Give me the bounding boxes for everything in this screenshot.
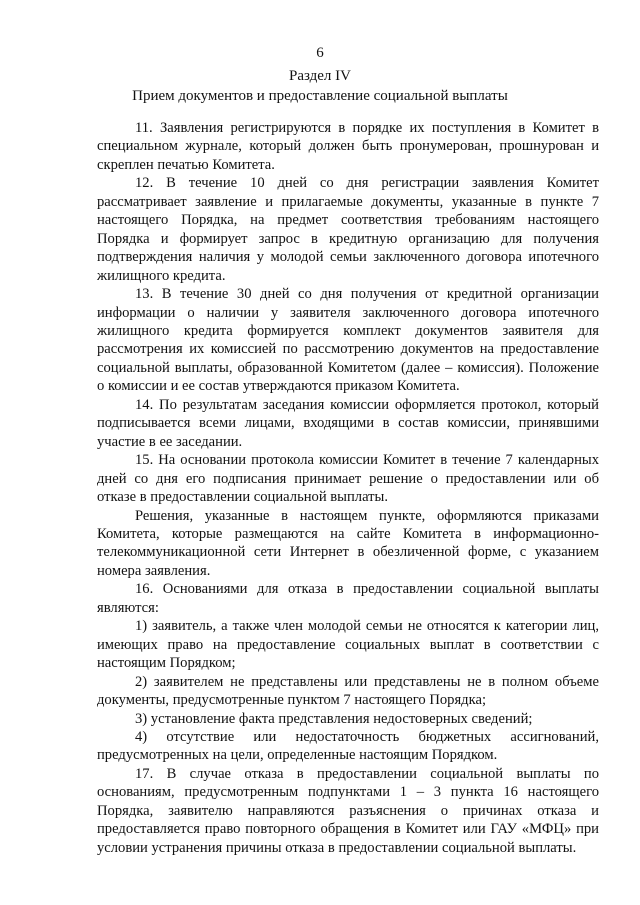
paragraph-15-decisions: Решения, указанные в настоящем пункте, оформляются приказами Комитета, которые размещаются на сайте Комитета в информационно-телекоммуникационной сети Интернет в обезличенной форме, с указанием номера заявления. bbox=[97, 507, 599, 579]
paragraph-16-item-3: 3) установление факта представления недостоверных сведений; bbox=[135, 710, 533, 727]
paragraph-13: 13. В течение 30 дней со дня получения от кредитной организации информации о наличии у заявителя заключенного договора ипотечного жилищного кредита формируется комплект документов заявителя для рассмотрения их комиссией по рассмотрению документов на предоставление социальной выплаты, образованной Комитетом (далее – комиссия). Положение о комиссии и ее состав утверждаются приказом Комитета. bbox=[97, 286, 599, 395]
page-number: 6 bbox=[316, 45, 324, 61]
paragraph-11: 11. Заявления регистрируются в порядке их поступления в Комитет в специальном журнале, который должен быть пронумерован, прошнурован и скреплен печатью Комитета. bbox=[97, 120, 599, 173]
paragraph-16: 16. Основаниями для отказа в предоставлении социальной выплаты являются: bbox=[97, 581, 599, 616]
paragraph-16-item-4: 4) отсутствие или недостаточность бюджетных ассигнований, предусмотренных на цели, определенные настоящим Порядком. bbox=[97, 728, 599, 764]
paragraph-14: 14. По результатам заседания комиссии оформляется протокол, который подписывается всеми лицами, входящими в состав комиссии, принявшими участие в ее заседании. bbox=[97, 396, 599, 450]
paragraph-17: 17. В случае отказа в предоставлении социальной выплаты по основаниям, предусмотренным подпунктами 1 – 3 пункта 16 настоящего Порядка, заявителю направляются разъяснения о причинах отказа и предоставляется право повторного обращения в Комитет или ГАУ «МФЦ» при условии устранения причины отказа в предоставлении социальной выплаты. bbox=[97, 765, 599, 856]
paragraph-16-item-1: 1) заявитель, а также член молодой семьи не относятся к категории лиц, имеющих право на предоставление социальных выплат в соответствии с настоящим Порядком; bbox=[97, 618, 599, 672]
document-body bbox=[97, 119, 599, 857]
section-title: Раздел IV bbox=[288, 68, 351, 84]
paragraph-12: 12. В течение 10 дней со дня регистрации заявления Комитет рассматривает заявление и прилагаемые документы, указанные в пункте 7 настоящего Порядка, на предмет соответствия требованиям настоящего Порядка и формирует запрос в кредитную организацию для получения подтверждения наличия у молодой семьи заключенного договора ипотечного жилищного кредита. bbox=[97, 175, 599, 284]
paragraph-16-item-2: 2) заявителем не представлены или представлены не в полном объеме документы, предусмотренные пунктом 7 настоящего Порядка; bbox=[97, 673, 599, 709]
paragraph-15: 15. На основании протокола комиссии Комитет в течение 7 календарных дней со дня его подписания принимает решение о предоставлении или об отказе в предоставлении социальной выплаты. bbox=[97, 452, 599, 506]
section-subtitle: Прием документов и предоставление социальной выплаты bbox=[132, 88, 508, 104]
